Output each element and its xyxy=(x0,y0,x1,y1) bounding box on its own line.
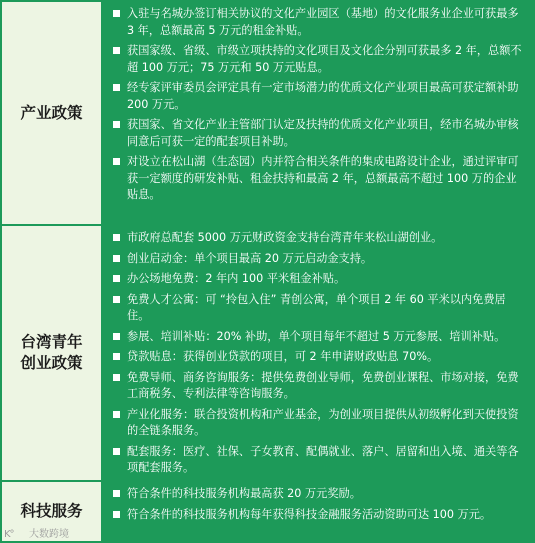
category-label: 产业政策 xyxy=(20,103,83,122)
policy-item: 获国家级、省级、市级立项扶持的文化项目及文化企分别可获最多 2 年，总额不超 100 万元；75 万元和 50 万元贴息。 xyxy=(113,43,525,76)
policy-item: 办公场地免费：2 年内 100 平米租金补贴。 xyxy=(113,271,525,288)
bullet-icon xyxy=(113,158,120,165)
bullet-icon xyxy=(113,296,120,303)
policy-row-taiwan-youth xyxy=(2,226,533,480)
bullet-icon xyxy=(113,234,120,241)
policy-item: 贷款贴息：获得创业贷款的项目，可 2 年申请财政贴息 70%。 xyxy=(113,349,525,366)
category-label: 创业政策 xyxy=(20,354,83,372)
bullet-icon xyxy=(113,374,120,381)
bullet-icon xyxy=(113,275,120,282)
bullet-icon xyxy=(113,353,120,360)
policy-items xyxy=(103,482,533,541)
category-cell xyxy=(2,226,101,480)
bullet-icon xyxy=(113,47,120,54)
bullet-icon xyxy=(113,333,120,340)
category-cell xyxy=(2,2,101,224)
policy-item: 配套服务：医疗、社保、子女教育、配偶就业、落户、居留和出入境、通关等各项配套服务。 xyxy=(113,444,525,477)
policy-item: 参展、培训补贴：20% 补助，单个项目每年不超过 5 万元参展、培训补贴。 xyxy=(113,329,525,346)
bullet-icon xyxy=(113,10,120,17)
policy-item: 免费人才公寓：可 “拎包入住” 青创公寓，单个项目 2 年 60 平米以内免费居住。 xyxy=(113,292,525,325)
policy-item: 符合条件的科技服务机构每年获得科技金融服务活动资助可达 100 万元。 xyxy=(113,507,525,524)
policy-item: 获国家、省文化产业主管部门认定及扶持的优质文化产业项目，经市名城办审核同意后可获一定的配套项目补助。 xyxy=(113,117,525,150)
category-label: 台湾青年 xyxy=(20,333,83,351)
policy-item: 产业化服务：联合投资机构和产业基金，为创业项目提供从初级孵化到天使投资的全链条服务。 xyxy=(113,407,525,440)
dashu-logo-icon xyxy=(4,527,26,539)
policy-item: 符合条件的科技服务机构最高获 20 万元奖励。 xyxy=(113,486,525,503)
svg-text:K°: K° xyxy=(4,528,14,539)
bullet-icon xyxy=(113,490,120,497)
bullet-icon xyxy=(113,411,120,418)
policy-items xyxy=(103,226,533,480)
policy-row-tech-services xyxy=(2,482,533,541)
policy-items xyxy=(103,2,533,224)
bullet-icon xyxy=(113,255,120,262)
policy-item: 对设立在松山湖（生态园）内并符合相关条件的集成电路设计企业，通过评审可获一定额度的研发补贴、租金扶持和最高 2 年，总额最高不超过 100 万的企业贴息。 xyxy=(113,154,525,204)
watermark xyxy=(4,525,69,540)
bullet-icon xyxy=(113,448,120,455)
policy-row-industry xyxy=(2,2,533,224)
policy-item: 经专家评审委员会评定具有一定市场潜力的优质文化产业项目最高可获定额补助 200 万元。 xyxy=(113,80,525,113)
category-label: 科技服务 xyxy=(20,502,83,520)
bullet-icon xyxy=(113,121,120,128)
policy-item: 入驻与名城办签订相关协议的文化产业园区（基地）的文化服务业企业可获最多 3 年，总额最高 5 万元的租金补贴。 xyxy=(113,6,525,39)
policy-item: 创业启动金：单个项目最高 20 万元启动金支持。 xyxy=(113,251,525,268)
policy-item: 市政府总配套 5000 万元财政资金支持台湾青年来松山湖创业。 xyxy=(113,230,525,247)
bullet-icon xyxy=(113,511,120,518)
policy-item: 免费导师、商务咨询服务：提供免费创业导师，免费创业课程、市场对接，免费工商税务、专利法律等咨询服务。 xyxy=(113,370,525,403)
watermark-text: 大数跨境 xyxy=(29,529,69,540)
bullet-icon xyxy=(113,84,120,91)
